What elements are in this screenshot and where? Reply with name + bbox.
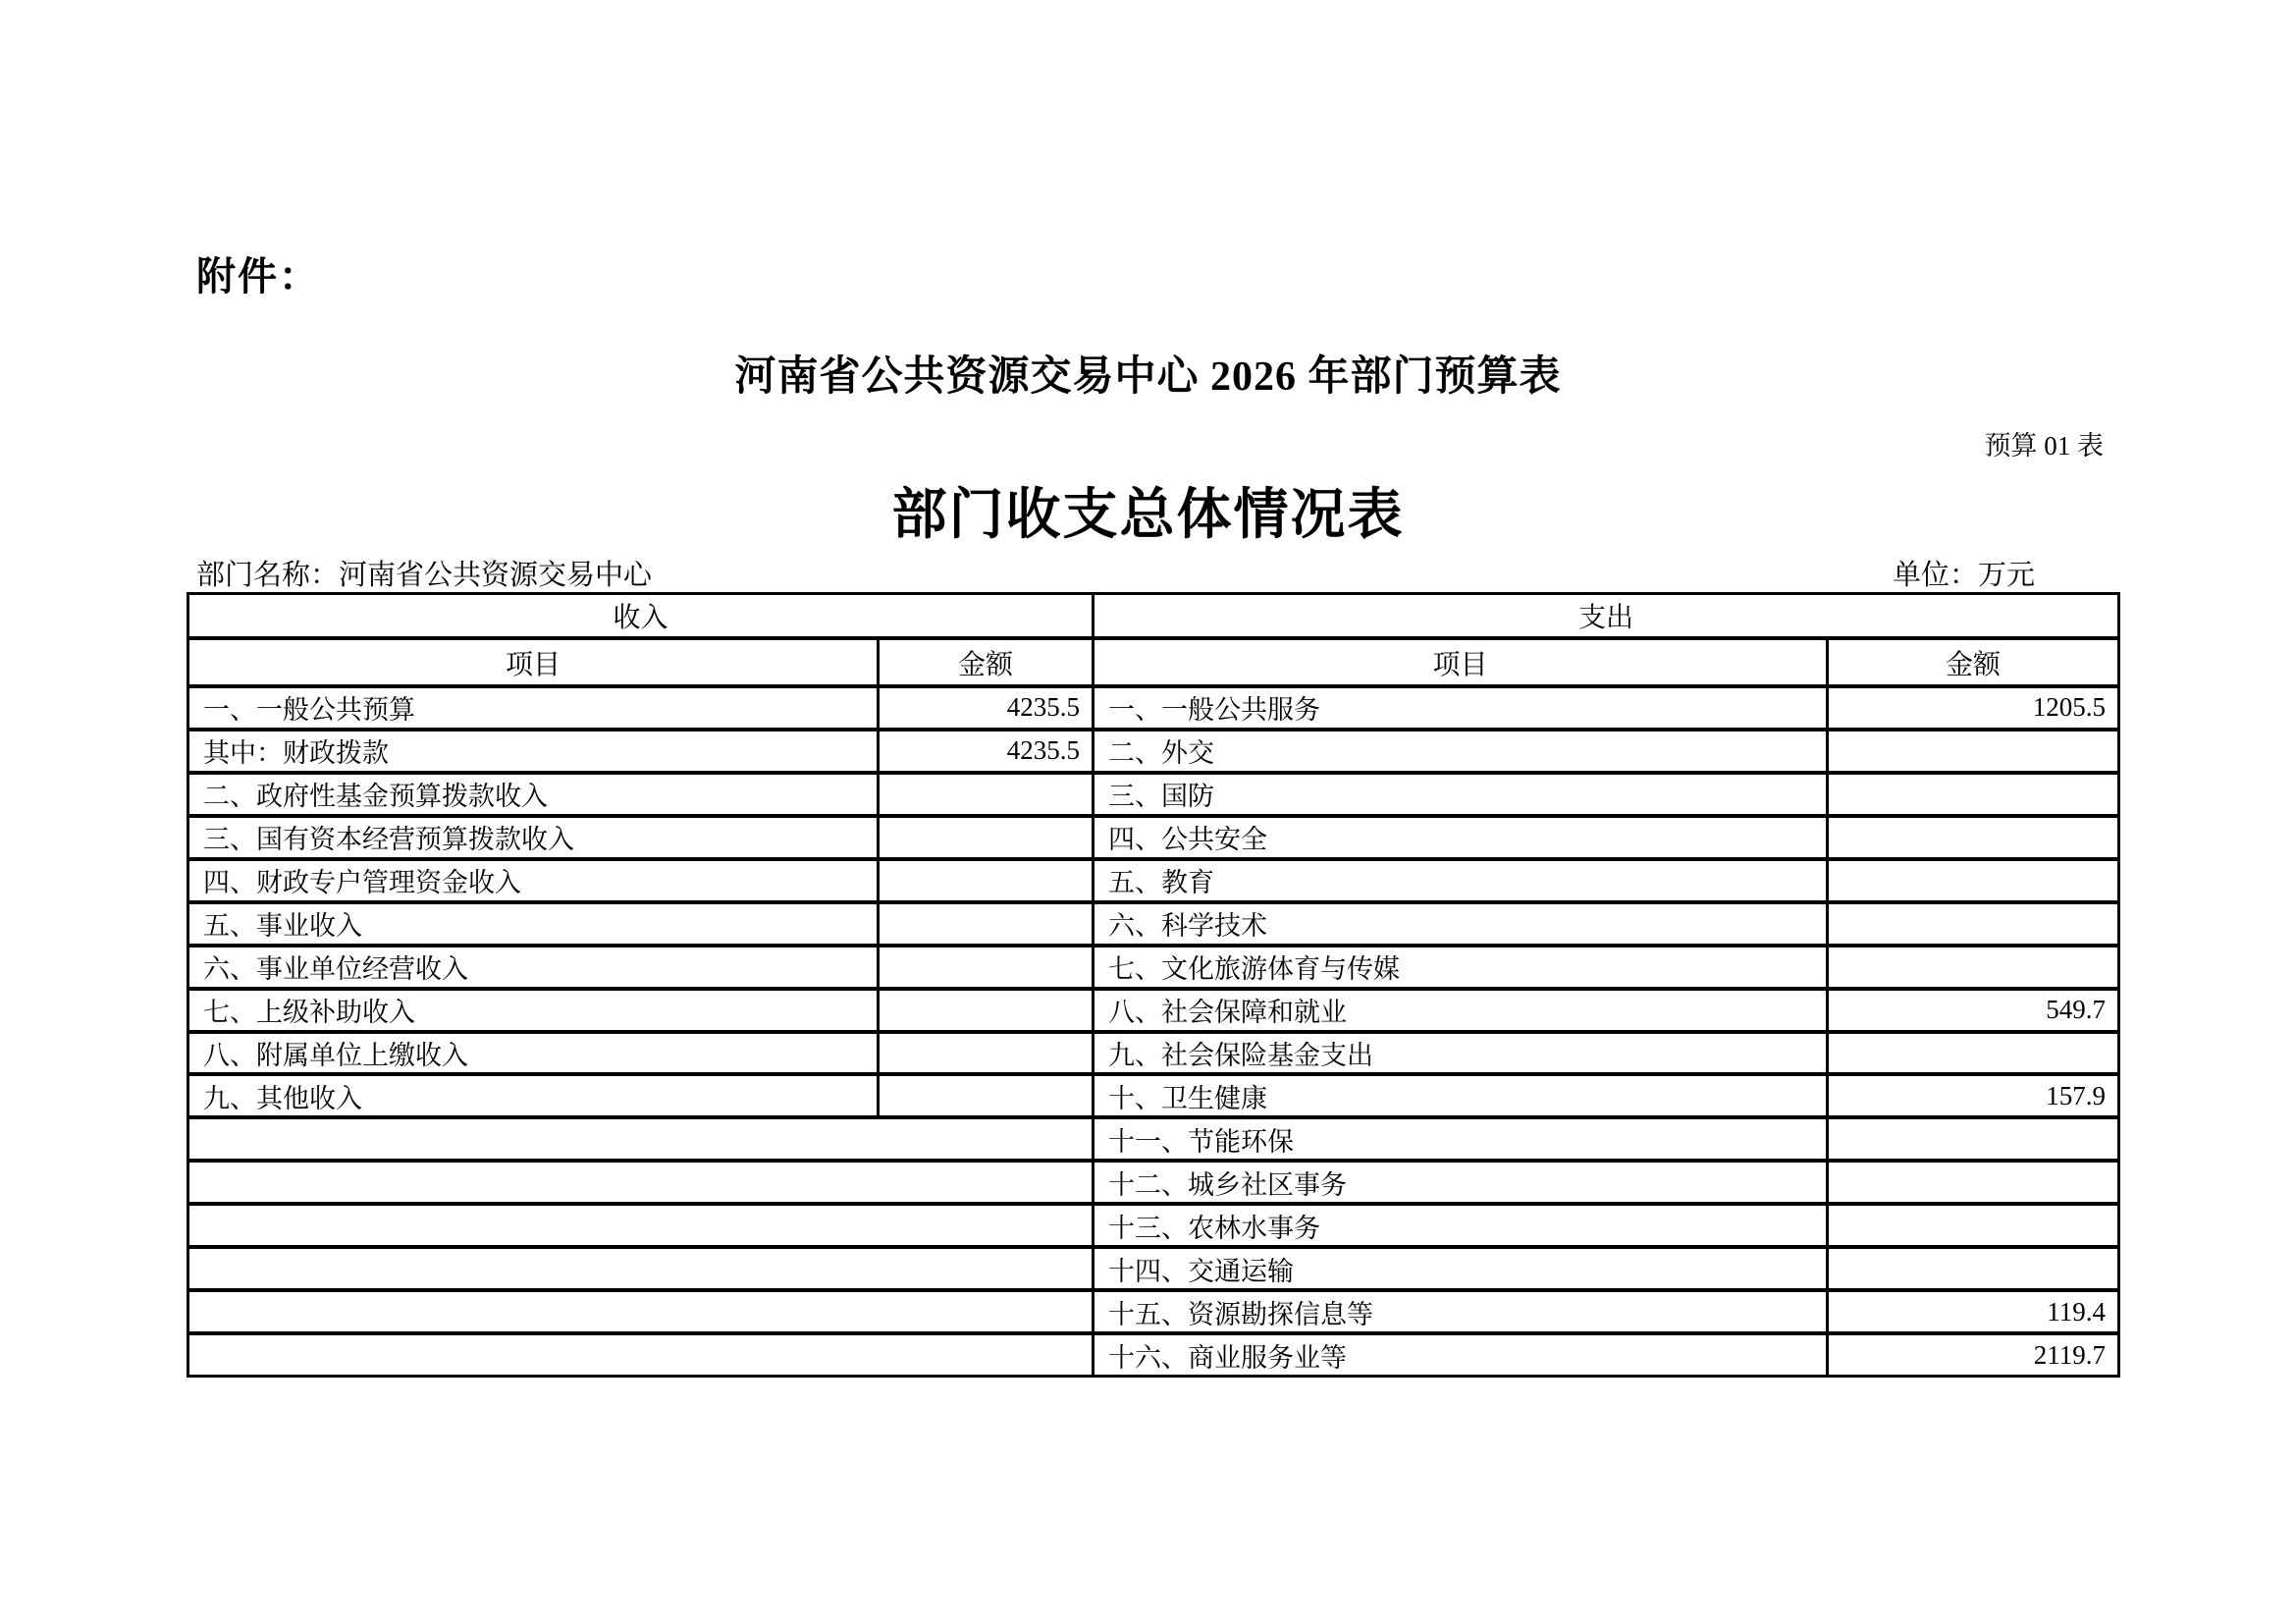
budget-table-code: 预算 01 表 — [1984, 431, 2104, 460]
row-amount-value: 2119.7 — [1826, 1335, 2117, 1375]
table-row — [189, 1163, 1092, 1206]
row-amount-value — [877, 904, 1092, 944]
row-item-label — [189, 1206, 1092, 1245]
table-row — [1095, 818, 2117, 861]
table-row — [189, 1119, 1092, 1163]
row-item-label — [189, 1292, 1092, 1331]
row-amount-value: 549.7 — [1826, 991, 2117, 1030]
row-item-label — [189, 1119, 1092, 1159]
row-item-label: 七、文化旅游体育与传媒 — [1108, 954, 1400, 985]
row-item-label — [189, 1249, 1092, 1288]
attachment-label: 附件： — [196, 254, 320, 298]
row-amount-value — [1826, 731, 2117, 771]
row-item-label: 一、一般公共服务 — [1108, 695, 1320, 726]
table-row — [1095, 1249, 2117, 1292]
row-amount-value — [877, 1076, 1092, 1115]
table-row — [1095, 861, 2117, 904]
row-amount-value — [877, 818, 1092, 857]
table-row — [1095, 1119, 2117, 1163]
expense-column-header-row — [1095, 640, 2117, 688]
section-title: 部门收支总体情况表 — [891, 485, 1405, 546]
table-row — [1095, 1076, 2117, 1119]
table-row — [1095, 904, 2117, 947]
row-item-label: 三、国有资本经营预算拨款收入 — [203, 825, 574, 855]
row-item-label: 七、上级补助收入 — [203, 998, 415, 1028]
income-section-header: 收入 — [189, 595, 1092, 640]
row-item-label: 八、附属单位上缴收入 — [203, 1040, 468, 1070]
income-amount-column-header: 金额 — [877, 640, 1092, 684]
row-amount-value: 157.9 — [1826, 1076, 2117, 1115]
table-row — [189, 1034, 1092, 1077]
document-title: 河南省公共资源交易中心 2026 年部门预算表 — [734, 354, 1562, 400]
table-row — [189, 861, 1092, 904]
table-row — [189, 947, 1092, 991]
table-row — [189, 818, 1092, 861]
income-column-header-row — [189, 640, 1092, 688]
table-row — [1095, 1335, 2117, 1375]
table-row — [1095, 1034, 2117, 1077]
row-item-label: 二、政府性基金预算拨款收入 — [203, 782, 548, 812]
row-amount-value — [1826, 1119, 2117, 1159]
table-row — [1095, 688, 2117, 731]
row-item-label: 十五、资源勘探信息等 — [1108, 1299, 1373, 1329]
table-row — [189, 1335, 1092, 1375]
row-amount-value — [1826, 1034, 2117, 1073]
table-row — [1095, 947, 2117, 991]
budget-summary-table — [187, 592, 2120, 1378]
row-amount-value — [1826, 818, 2117, 857]
row-amount-value: 119.4 — [1826, 1292, 2117, 1331]
row-amount-value — [1826, 775, 2117, 814]
expense-rows — [1095, 688, 2117, 1375]
table-row — [1095, 775, 2117, 818]
table-row — [1095, 1163, 2117, 1206]
row-item-label — [189, 1163, 1092, 1202]
row-amount-value — [1826, 1163, 2117, 1202]
income-item-column-header: 项目 — [505, 649, 561, 680]
row-amount-value — [877, 947, 1092, 987]
row-item-label: 九、社会保险基金支出 — [1108, 1040, 1373, 1070]
row-item-label: 六、科学技术 — [1108, 911, 1267, 942]
row-item-label: 四、公共安全 — [1108, 825, 1267, 855]
table-row — [1095, 991, 2117, 1034]
row-item-label: 十、卫生健康 — [1108, 1083, 1267, 1113]
row-amount-value — [1826, 861, 2117, 900]
row-item-label: 六、事业单位经营收入 — [203, 954, 468, 985]
income-rows — [189, 688, 1092, 1375]
row-amount-value — [877, 991, 1092, 1030]
row-item-label — [189, 1335, 1092, 1375]
row-item-label: 八、社会保障和就业 — [1108, 998, 1347, 1028]
row-item-label: 五、事业收入 — [203, 911, 362, 942]
row-item-label: 二、外交 — [1108, 738, 1214, 769]
row-item-label: 其中：财政拨款 — [203, 738, 389, 769]
table-row — [189, 1249, 1092, 1292]
row-amount-value — [877, 1034, 1092, 1073]
row-item-label: 九、其他收入 — [203, 1083, 362, 1113]
row-amount-value — [1826, 947, 2117, 987]
row-amount-value — [1826, 904, 2117, 944]
table-row — [1095, 731, 2117, 775]
row-item-label: 五、教育 — [1108, 868, 1214, 898]
table-row — [189, 775, 1092, 818]
row-amount-value — [1826, 1249, 2117, 1288]
table-row — [189, 688, 1092, 731]
table-row — [189, 991, 1092, 1034]
row-item-label: 三、国防 — [1108, 782, 1214, 812]
expense-section — [1095, 595, 2117, 1375]
income-section — [189, 595, 1095, 1375]
row-amount-value: 4235.5 — [877, 731, 1092, 771]
expense-amount-column-header: 金额 — [1826, 640, 2117, 684]
row-item-label: 十二、城乡社区事务 — [1108, 1169, 1347, 1200]
table-meta-row — [0, 553, 2296, 591]
row-amount-value — [877, 861, 1092, 900]
table-row — [1095, 1292, 2117, 1335]
table-row — [189, 904, 1092, 947]
row-amount-value — [1826, 1206, 2117, 1245]
table-row — [189, 1076, 1092, 1119]
department-name-label: 部门名称：河南省公共资源交易中心 — [196, 560, 653, 591]
row-amount-value: 4235.5 — [877, 688, 1092, 728]
table-row — [1095, 1206, 2117, 1249]
row-item-label: 十四、交通运输 — [1108, 1256, 1294, 1286]
expense-item-column-header: 项目 — [1432, 649, 1488, 680]
row-amount-value — [877, 775, 1092, 814]
expense-section-header: 支出 — [1095, 595, 2117, 640]
row-item-label: 十一、节能环保 — [1108, 1126, 1294, 1157]
table-row — [189, 731, 1092, 775]
row-item-label: 十三、农林水事务 — [1108, 1213, 1320, 1243]
unit-label: 单位：万元 — [1892, 560, 2035, 591]
row-item-label: 十六、商业服务业等 — [1108, 1342, 1347, 1373]
row-amount-value: 1205.5 — [1826, 688, 2117, 728]
table-row — [189, 1206, 1092, 1249]
table-row — [189, 1292, 1092, 1335]
row-item-label: 四、财政专户管理资金收入 — [203, 868, 521, 898]
row-item-label: 一、一般公共预算 — [203, 695, 415, 726]
